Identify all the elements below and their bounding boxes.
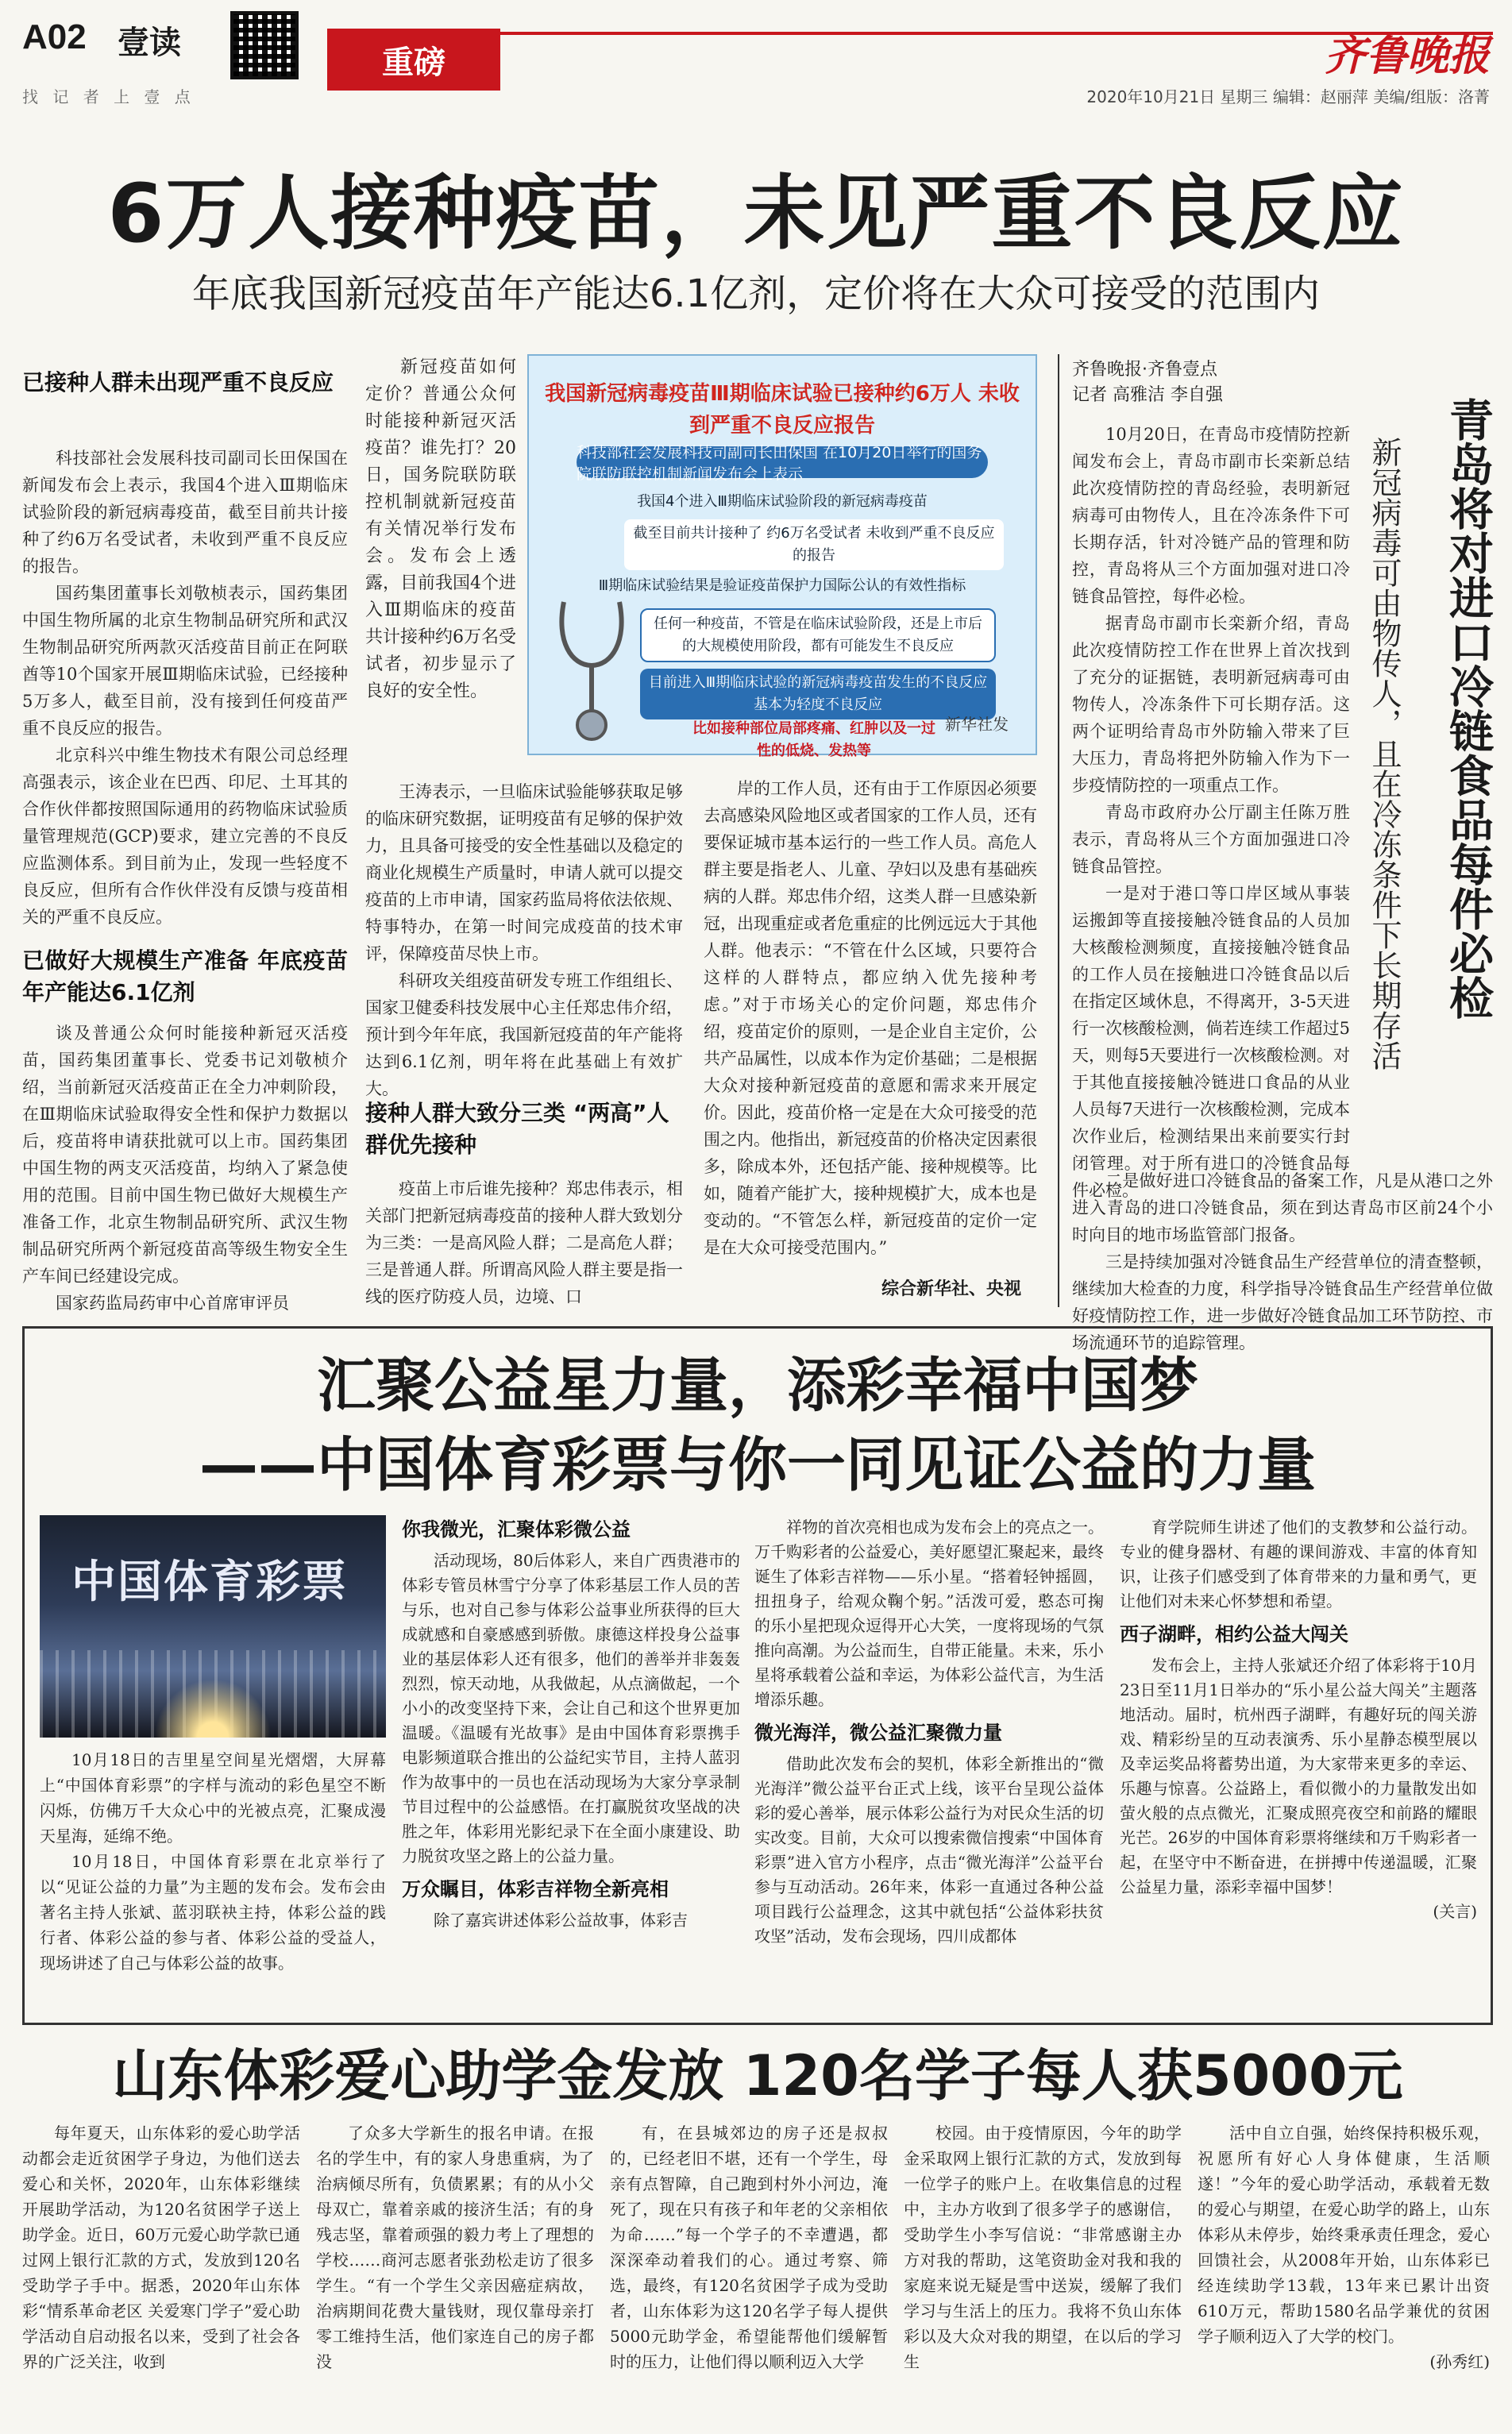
lottery-column-1 xyxy=(40,1747,386,2017)
vaccine-infographic xyxy=(527,354,1037,759)
edition-name: 壹读 xyxy=(118,25,181,61)
infographic-title: 我国新冠病毒疫苗Ⅲ期临床试验已接种约6万人 未收到严重不良反应报告 xyxy=(545,382,1020,438)
section-tag: 重磅 xyxy=(327,29,500,91)
paragraph: 祥物的首次亮相也成为发布会上的亮点之一。万千购彩者的公益爱心，美好愿望汇聚起来，最终诞生了体彩吉祥物——乐小星。“搭着轻钟摇圆，扭扭身子，给观众鞠个躬。”活泼可爱，憨态可掬的乐小星把现众逗得开心大笑，一度将现场的气氛推向高潮。为公益而生，自带正能量。未来，乐小星将承载着公益和幸运，为体彩公益代言，为生活增添乐趣。 xyxy=(754,1518,1104,1709)
bottom-headline: 山东体彩爱心助学金发放 120名学子每人获5000元 xyxy=(112,2043,1403,2108)
lead-subhead-1: 已接种人群未出现严重不良反应 xyxy=(22,369,334,395)
qr-code-icon xyxy=(230,11,299,79)
paragraph: 青岛市政府办公厅副主任陈万胜表示，青岛将从三个方面加强进口冷链食品管控。 xyxy=(1072,803,1350,876)
paragraph: 活动现场，80后体彩人，来自广西贵港市的体彩专管员林雪宁分享了体彩基层工作人员的苦与乐，也对自己参与体彩公益事业所获得的巨大成就感和自豪感感到骄傲。康德这样投身公益事业的基层体彩人还有很多，他们的善举并非轰轰烈烈，惊天动地，从我做起，从点滴做起，一个小小的改变坚持下来，会让自己和这个世界更加温暖。《温暖有光故事》是由中国体育彩票携手电影频道联合推出的公益纪实节目，主持人蓝羽作为故事中的一员也在活动现场为大家分享录制节目过程中的公益感悟。在打赢脱贫攻坚战的决胜之年，体彩用光影纪录下在全面小康建设、助力脱贫攻坚之路上的公益力量。 xyxy=(402,1551,740,1865)
paragraph: 据青岛市副市长栾新介绍，青岛此次疫情防控工作在世界上首次找到了充分的证据链，表明新冠病毒可由物传人，冷冻条件下可长期存活。这两个证明给青岛市外防输入带来了巨大压力，青岛将把外防输入作为下一步疫情防控的一项重点工作。 xyxy=(1072,614,1350,795)
infographic-line-5: 目前进入Ⅲ期临床试验的新冠病毒疫苗发生的不良反应基本为轻度不良反应 xyxy=(640,669,996,719)
lead-subhead-2: 已做好大规模生产准备 年底疫苗年产能达6.1亿剂 xyxy=(22,947,348,1005)
paragraph: 岸的工作人员，还有由于工作原因必须要去高感染风险地区或者国家的工作人员，还有要保证城市基本运行的一些工作人员。高危人群主要是指老人、儿童、孕妇以及患有基础疾病的人群。郑忠伟介绍，这类人群一旦感染新冠，出现重症或者危重症的比例远远大于其他人群。他表示：“不管在什么区域，只要符合这样的人群特点，都应纳入优先接种考虑。”对于市场关心的定价问题，郑忠伟介绍，疫苗定价的原则，一是企业自主定价，公共产品属性，以成本作为定价基础；二是根据大众对接种新冠疫苗的意愿和需求来开展定价。因此，疫苗价格一定是在大众可接受的范围之内。他指出，新冠疫苗的价格决定因素很多，除成本外，还包括产能、接种规模等。比如，随着产能扩大，接种规模扩大，成本也是变动的。“不管怎么样，新冠疫苗的定价一定是在大众可接受范围内。” xyxy=(704,779,1037,1257)
infographic-line-1: 我国4个进入Ⅲ期临床试验阶段的新冠病毒疫苗 xyxy=(637,493,928,510)
infographic-line-2: 截至目前共计接种了 约6万名受试者 未收到严重不良反应的报告 xyxy=(624,519,1004,570)
paragraph: 除了嘉宾讲述体彩公益故事，体彩吉 xyxy=(434,1911,688,1930)
bottom-column-5 xyxy=(1198,2120,1490,2422)
lead-column-1 xyxy=(22,445,348,1313)
lottery-column-4 xyxy=(1120,1515,1477,2023)
qingdao-headline: 青岛将对进口冷链食品每件必检 xyxy=(1442,397,1494,1020)
qingdao-column-1 xyxy=(1072,421,1350,1200)
paragraph: 发布会上，主持人张斌还介绍了体彩将于10月23日至11月1日举办的“乐小星公益大闯关”主题落地活动。届时，杭州西子湖畔，有趣好玩的闯关游戏、精彩纷呈的互动表演秀、乐小星静态模型展以及幸运奖品将蓄势出道，为大家带来更多的幸运、乐趣与惊喜。公益路上，看似微小的力量散发出如萤火般的点点微光，汇聚成照亮夜空和前路的耀眼光芒。26岁的中国体育彩票将继续和万千购彩者一起，在坚守中不断奋进，在拼搏中传递温暖，汇聚公益星力量，添彩幸福中国梦！ xyxy=(1120,1656,1477,1896)
paragraph: 疫苗上市后谁先接种？郑忠伟表示，相关部门把新冠病毒疫苗的接种人群大致划分为三类：一是高风险人群；二是高危人群；三是普通人群。所谓高风险人群主要是指一线的医疗防疫人员，边境、口 xyxy=(365,1179,683,1306)
paragraph: 北京科兴中维生物技术有限公司总经理高强表示，该企业在巴西、印尼、土耳其的合作伙伴都按照国际通用的药物临床试验质量管理规范(GCP)要求，建立完善的不良反应监测体系。到目前为止，发现一些轻度不良反应，但所有合作伙伴没有反馈与疫苗相关的严重不良反应。 xyxy=(22,746,348,927)
lead-column-3 xyxy=(704,775,1037,1302)
event-photo xyxy=(40,1515,386,1738)
infographic-line-4: 任何一种疫苗，不管是在临床试验阶段，还是上市后的大规模使用阶段，都有可能发生不良反应 xyxy=(640,608,996,662)
paragraph: 育学院师生讲述了他们的支教梦和公益行动。专业的健身器材、有趣的课间游戏、丰富的体育知识，让孩子们感受到了体育带来的力量和勇气，更让他们对未来心怀梦想和希望。 xyxy=(1120,1518,1477,1610)
bottom-author: (孙秀红) xyxy=(1429,2352,1490,2371)
paragraph: 科研攻关组疫苗研发专班工作组组长、国家卫健委科技发展中心主任郑忠伟介绍，预计到今年年底，我国新冠疫苗的年产能将达到6.1亿剂，明年将在此基础上有效扩大。 xyxy=(365,971,683,1098)
lead-subhead-3: 接种人群大致分三类 “两高”人群优先接种 xyxy=(365,1100,669,1158)
lottery-subhead-4: 西子湖畔，相约公益大闯关 xyxy=(1120,1623,1348,1645)
paragraph: 了众多大学新生的报名申请。在报名的学生中，有的家人身患重病，为了治病倾尽所有，负债累累；有的从小父母双亡，靠着亲戚的接济生活；有的身残志坚，靠着顽强的毅力考上了理想的学校……商河志愿者张劲松走访了很多学生。“有一个学生父亲因癌症病故，治病期间花费大量钱财，现仅靠母亲打零工维持生活，他们家连自己的房子都没 xyxy=(316,2123,594,2371)
paragraph: 10月18日，中国体育彩票在北京举行了以“见证公益的力量”为主题的发布会。发布会由著名主持人张斌、蓝羽联袂主持，体彩公益的践行者、体彩公益的参与者、体彩公益的受益人，现场讲述了自己与体彩公益的故事。 xyxy=(40,1852,386,1973)
infographic-line-6: 比如接种部位局部疼痛、红肿以及一过性的低烧、发热等 xyxy=(692,720,935,759)
paragraph: 国药集团董事长刘敬桢表示，国药集团中国生物所属的北京生物制品研究所和武汉生物制品研究所两款灭活疫苗目前正在阿联酋等10个国家开展Ⅲ期临床试验，已经接种5万多人，截至目前，没有接到任何疫苗严重不良反应的报告。 xyxy=(22,584,348,738)
photo-caption: 10月18日的吉里星空间星光熠熠，大屏幕上“中国体育彩票”的字样与流动的彩色星空不断闪烁，仿佛万千大众心中的光被点亮，汇聚成漫天星海，延绵不绝。 xyxy=(40,1750,386,1846)
paragraph: 谈及普通公众何时能接种新冠灭活疫苗，国药集团董事长、党委书记刘敬桢介绍，当前新冠灭活疫苗正在全力冲刺阶段，在Ⅲ期临床试验取得安全性和保护力数据以后，疫苗将申请获批就可以上市。国药集团中国生物的两支灭活疫苗，均纳入了紧急使用的范围。目前中国生物已做好大规模生产准备工作，北京生物制品研究所、武汉生物制品研究所两个新冠疫苗高等级生物安全生产车间已经建设完成。 xyxy=(22,1024,348,1286)
lead-intro xyxy=(365,354,516,767)
newspaper-logo: 齐鲁晚报 xyxy=(1324,32,1490,80)
bottom-column-4 xyxy=(904,2120,1182,2422)
lead-column-2b xyxy=(365,1175,683,1306)
paragraph: 二是做好进口冷链食品的备案工作，凡是从港口之外进入青岛的进口冷链食品，须在到达青岛市区前24个小时向目的地市场监管部门报备。 xyxy=(1072,1171,1493,1244)
lottery-column-3 xyxy=(754,1515,1104,2023)
lottery-headline: 汇聚公益星力量，添彩幸福中国梦 xyxy=(317,1352,1198,1420)
paragraph: 借助此次发布会的契机，体彩全新推出的“微光海洋”微公益平台正式上线，该平台呈现公益体彩的爱心善举，展示体彩公益行为对民众生活的切实改变。目前，大众可以搜索微信搜索“中国体育彩票”进入官方小程序，点击“微光海洋”公益平台参与互动活动。26年来，体彩一直通过各种公益项目践行公益理念，这其中就包括“公益体彩扶贫攻坚”活动，发布会现场，四川成都体 xyxy=(754,1754,1104,1946)
bottom-column-2 xyxy=(316,2120,594,2422)
lottery-subhead-1: 你我微光，汇聚体彩微公益 xyxy=(402,1518,631,1541)
infographic-line-3: Ⅲ期临床试验结果是验证疫苗保护力国际公认的有效性指标 xyxy=(598,577,966,594)
paragraph: 科技部社会发展科技司副司长田保国在新闻发布会上表示，我国4个进入Ⅲ期临床试验阶段的新冠病毒疫苗，截至目前共计接种了约6万名受试者，未收到严重不良反应的报告。 xyxy=(22,449,348,576)
lottery-subheadline: ——中国体育彩票与你一同见证公益的力量 xyxy=(199,1431,1316,1499)
lottery-subhead-2: 万众瞩目，体彩吉祥物全新亮相 xyxy=(402,1878,669,1900)
lead-credit: 综合新华社、央视 xyxy=(881,1279,1022,1299)
paragraph: 一是对于港口等口岸区域从事装运搬卸等直接接触冷链食品的人员加大核酸检测频度，直接接触冷链食品的工作人员在接触进口冷链食品以后在指定区域休息，不得离开，3-5天进行一次核酸检测，倘若连续工作超过5天，则每5天要进行一次核酸检测。对于其他直接接触冷链进口食品的从业人员每7天进行一次核酸检测，完成本次作业后，检测结果出来前要实行封闭管理。对于所有进口的冷链食品每件必检。 xyxy=(1072,884,1350,1200)
lottery-column-2 xyxy=(402,1515,740,2023)
lottery-author: (关言) xyxy=(1433,1902,1477,1921)
qingdao-source: 齐鲁晚报·齐鲁壹点 xyxy=(1072,360,1217,380)
paragraph: 王涛表示，一旦临床试验能够获取足够的临床研究数据，证明疫苗有足够的保护效力，且具备可接受的安全性基础以及稳定的商业化规模生产质量时，申请人就可以提交疫苗的上市申请，国家药监局将依法依规、特事特办，在第一时间完成疫苗的技术审评，保障疫苗尽快上市。 xyxy=(365,782,683,963)
masthead-caption: 找 记 者 上 壹 点 xyxy=(22,87,195,106)
bottom-column-1 xyxy=(22,2120,300,2422)
stethoscope-icon xyxy=(548,594,635,745)
lead-headline: 6万人接种疫苗，未见严重不良反应 xyxy=(107,167,1405,261)
bottom-column-3 xyxy=(610,2120,888,2422)
paragraph: 国家药监局药审中心首席审评员 xyxy=(56,1294,289,1313)
intro-paragraph: 新冠疫苗如何定价？普通公众何时能接种新冠灭活疫苗？谁先打？20日，国务院联防联控机制就新冠疫苗有关情况举行发布会。发布会上透露，目前我国4个进入Ⅲ期临床的疫苗共计接种约6万名受试者，初步显示了良好的安全性。 xyxy=(365,357,516,701)
qingdao-reporters: 记者 高雅洁 李自强 xyxy=(1072,385,1223,405)
dateline: 2020年10月21日 星期三 编辑：赵丽萍 美编/组版：洛菁 xyxy=(1086,87,1490,106)
lead-column-2a xyxy=(365,778,683,1098)
infographic-band: 科技部社会发展科技司副司长田保国 在10月20日举行的国务院联防联控机制新闻发布会上表示 xyxy=(577,446,988,478)
lottery-subhead-3: 微光海洋，微公益汇聚微力量 xyxy=(754,1722,1002,1744)
infographic-credit: 新华社发 xyxy=(945,715,1009,734)
paragraph: 每年夏天，山东体彩的爱心助学活动都会走近贫困学子身边，为他们送去爱心和关怀，2020年，山东体彩继续开展助学活动，为120名贫困学子送上助学金。近日，60万元爱心助学款已通过网上银行汇款的方式，发放到120名受助学子手中。据悉，2020年山东体彩“情系革命老区 关爱寒门学子”爱心助学活动自启动报名以来，受到了社会各界的广泛关注，收到 xyxy=(22,2123,300,2371)
paragraph: 活中自立自强，始终保持积极乐观，祝愿所有好心人身体健康，生活顺遂！”今年的爱心助学活动，承载着无数的爱心与期望，在爱心助学的路上，山东体彩从未停步，始终秉承责任理念，爱心回馈社会，从2008年开始，山东体彩已经连续助学13载，13年来已累计出资610万元，帮助1580名品学兼优的贫困学子顺利迈入了大学的校门。 xyxy=(1198,2123,1490,2346)
paragraph: 有，在县城郊边的房子还是叔叔的，已经老旧不堪，还有一个学生，母亲有点智障，自己跑到村外小河边，淹死了，现在只有孩子和年老的父亲相依为命……”每一个学子的不幸遭遇，都深深牵动着我们的心。通过考察、筛选，最终，有120名贫困学子成为受助者，山东体彩为这120名学子每人提供5000元助学金，希望能帮他们缓解暂时的压力，让他们得以顺利迈入大学 xyxy=(610,2123,888,2371)
page-number: A02 xyxy=(22,17,87,56)
qingdao-subtitle: 新冠病毒可由物传人，且在冷冻条件下长期存活 xyxy=(1367,437,1402,1070)
paragraph: 校园。由于疫情原因，今年的助学金采取网上银行汇款的方式，发放到每一位学子的账户上。在收集信息的过程中，主办方收到了很多学子的感谢信，受助学生小李写信说：“非常感谢主办方对我的帮助，这笔资助金对我和我的家庭来说无疑是雪中送炭，缓解了我们学习与生活上的压力。我将不负山东体彩以及大众对我的期望，在以后的学习生 xyxy=(904,2123,1182,2371)
photo-logo-text: 中国体育彩票 xyxy=(71,1556,348,1608)
column-divider xyxy=(1058,354,1059,1307)
lead-deck: 年底我国新冠疫苗年产能达6.1亿剂，定价将在大众可接受的范围内 xyxy=(191,272,1321,316)
stage-lights xyxy=(40,1650,386,1738)
paragraph: 10月20日，在青岛市疫情防控新闻发布会上，青岛市副市长栾新总结此次疫情防控的青岛经验，表明新冠病毒可由物传人，且在冷冻条件下可长期存活，针对冷链产品的管理和防控，青岛将从三个方面加强对进口冷链食品管控，每件必检。 xyxy=(1072,425,1350,606)
paragraph: 三是持续加强对冷链食品生产经营单位的清查整顿，继续加大检查的力度，科学指导冷链食品生产经营单位做好疫情防控工作，进一步做好冷链食品加工环节防控、市场流通环节的追踪管理。 xyxy=(1072,1252,1493,1352)
qingdao-column-2 xyxy=(1072,1167,1493,1352)
